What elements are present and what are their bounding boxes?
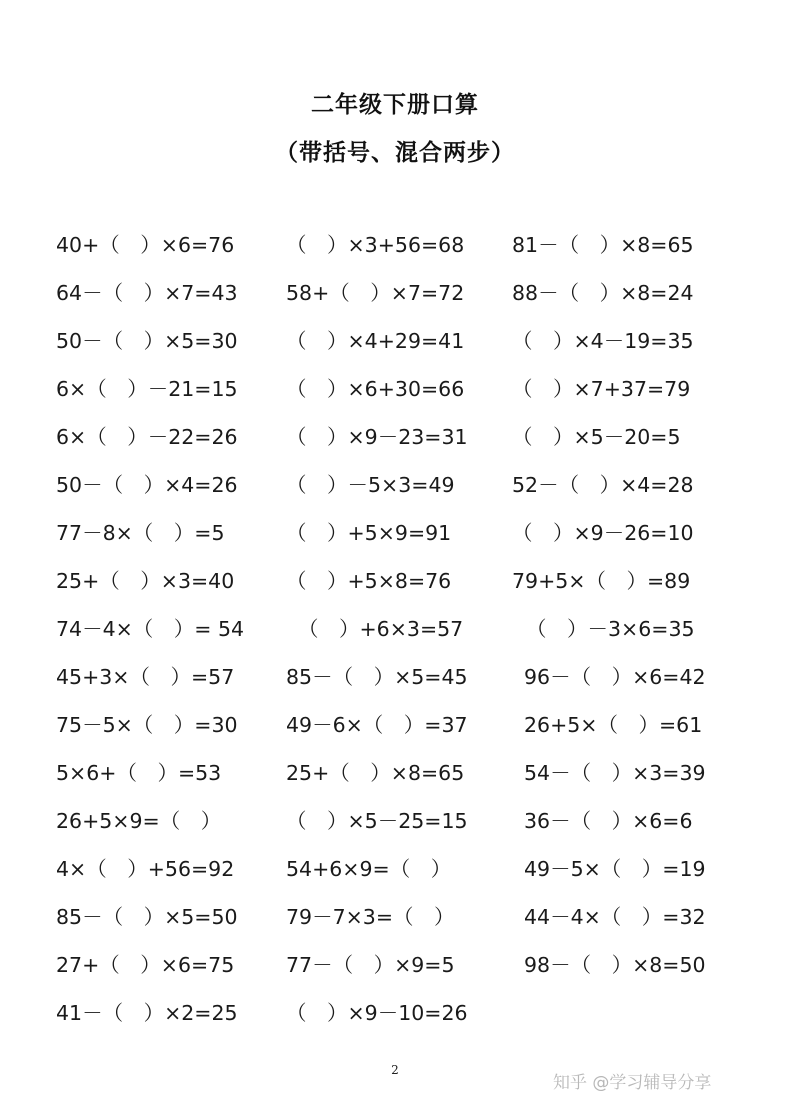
problem-item: 96－（ ）×6=42 <box>524 665 706 689</box>
page-number: 2 <box>391 1063 399 1077</box>
problem-item: 49－5×（ ）=19 <box>524 857 706 881</box>
problem-item: 52－（ ）×4=28 <box>512 473 694 497</box>
problem-item: 85－（ ）×5=45 <box>286 665 468 689</box>
problem-item: 75－5×（ ）=30 <box>56 713 238 737</box>
problem-item: 50－（ ）×4=26 <box>56 473 238 497</box>
problem-item: 77－8×（ ）=5 <box>56 521 225 545</box>
problem-item: （ ）×5－20=5 <box>512 425 681 449</box>
problem-row <box>0 326 790 374</box>
problem-item: 44－4×（ ）=32 <box>524 905 706 929</box>
problem-item: （ ）×5－25=15 <box>286 809 468 833</box>
problem-row <box>0 758 790 806</box>
problem-item: （ ）－3×6=35 <box>526 617 695 641</box>
problem-row <box>0 710 790 758</box>
problem-row <box>0 806 790 854</box>
problem-item: 25+（ ）×8=65 <box>286 761 465 785</box>
problem-item: 79－7×3=（ ） <box>286 905 455 929</box>
problem-item: 88－（ ）×8=24 <box>512 281 694 305</box>
problem-item: （ ）×9－26=10 <box>512 521 694 545</box>
problem-item: 81－（ ）×8=65 <box>512 233 694 257</box>
problem-item: 4×（ ）+56=92 <box>56 857 235 881</box>
problem-item: 85－（ ）×5=50 <box>56 905 238 929</box>
problem-row <box>0 950 790 998</box>
problem-item: 5×6+（ ）=53 <box>56 761 222 785</box>
problem-item: 79+5×（ ）=89 <box>512 569 691 593</box>
problem-item: 6×（ ）－21=15 <box>56 377 238 401</box>
problem-row <box>0 230 790 278</box>
problem-row <box>0 374 790 422</box>
problem-item: 54－（ ）×3=39 <box>524 761 706 785</box>
problem-item: 50－（ ）×5=30 <box>56 329 238 353</box>
problem-item: 25+（ ）×3=40 <box>56 569 235 593</box>
problem-item: （ ）×4－19=35 <box>512 329 694 353</box>
problem-row <box>0 854 790 902</box>
problem-item: 98－（ ）×8=50 <box>524 953 706 977</box>
problem-row <box>0 902 790 950</box>
problem-item: （ ）+5×8=76 <box>286 569 452 593</box>
problem-item: （ ）×9－23=31 <box>286 425 468 449</box>
problem-item: 36－（ ）×6=6 <box>524 809 693 833</box>
problem-item: 27+（ ）×6=75 <box>56 953 235 977</box>
problem-item: 64－（ ）×7=43 <box>56 281 238 305</box>
problem-item: 58+（ ）×7=72 <box>286 281 465 305</box>
problem-item: 74－4×（ ）= 54 <box>56 617 245 641</box>
problem-row <box>0 470 790 518</box>
problem-item: （ ）－5×3=49 <box>286 473 455 497</box>
problem-row <box>0 614 790 662</box>
problem-item: 40+（ ）×6=76 <box>56 233 235 257</box>
problem-item: （ ）+6×3=57 <box>298 617 464 641</box>
watermark: 知乎 @学习辅导分享 <box>553 1073 712 1093</box>
problem-row <box>0 998 790 1046</box>
problem-item: （ ）×4+29=41 <box>286 329 465 353</box>
problem-item: 54+6×9=（ ） <box>286 857 452 881</box>
problem-item: （ ）×3+56=68 <box>286 233 465 257</box>
problem-item: （ ）×7+37=79 <box>512 377 691 401</box>
problem-item: 26+5×（ ）=61 <box>524 713 703 737</box>
problem-row <box>0 278 790 326</box>
problem-item: 26+5×9=（ ） <box>56 809 222 833</box>
problem-item: （ ）×6+30=66 <box>286 377 465 401</box>
problem-row <box>0 422 790 470</box>
problem-item: 77－（ ）×9=5 <box>286 953 455 977</box>
problem-item: （ ）+5×9=91 <box>286 521 452 545</box>
problem-item: （ ）×9－10=26 <box>286 1001 468 1025</box>
problem-row <box>0 662 790 710</box>
page-subtitle: （带括号、混合两步） <box>275 140 515 166</box>
problem-item: 49－6×（ ）=37 <box>286 713 468 737</box>
problem-item: 6×（ ）－22=26 <box>56 425 238 449</box>
problem-grid <box>0 230 790 1046</box>
problem-row <box>0 566 790 614</box>
problem-row <box>0 518 790 566</box>
problem-item: 41－（ ）×2=25 <box>56 1001 238 1025</box>
problem-item: 45+3×（ ）=57 <box>56 665 235 689</box>
page-title: 二年级下册口算 <box>311 92 479 118</box>
